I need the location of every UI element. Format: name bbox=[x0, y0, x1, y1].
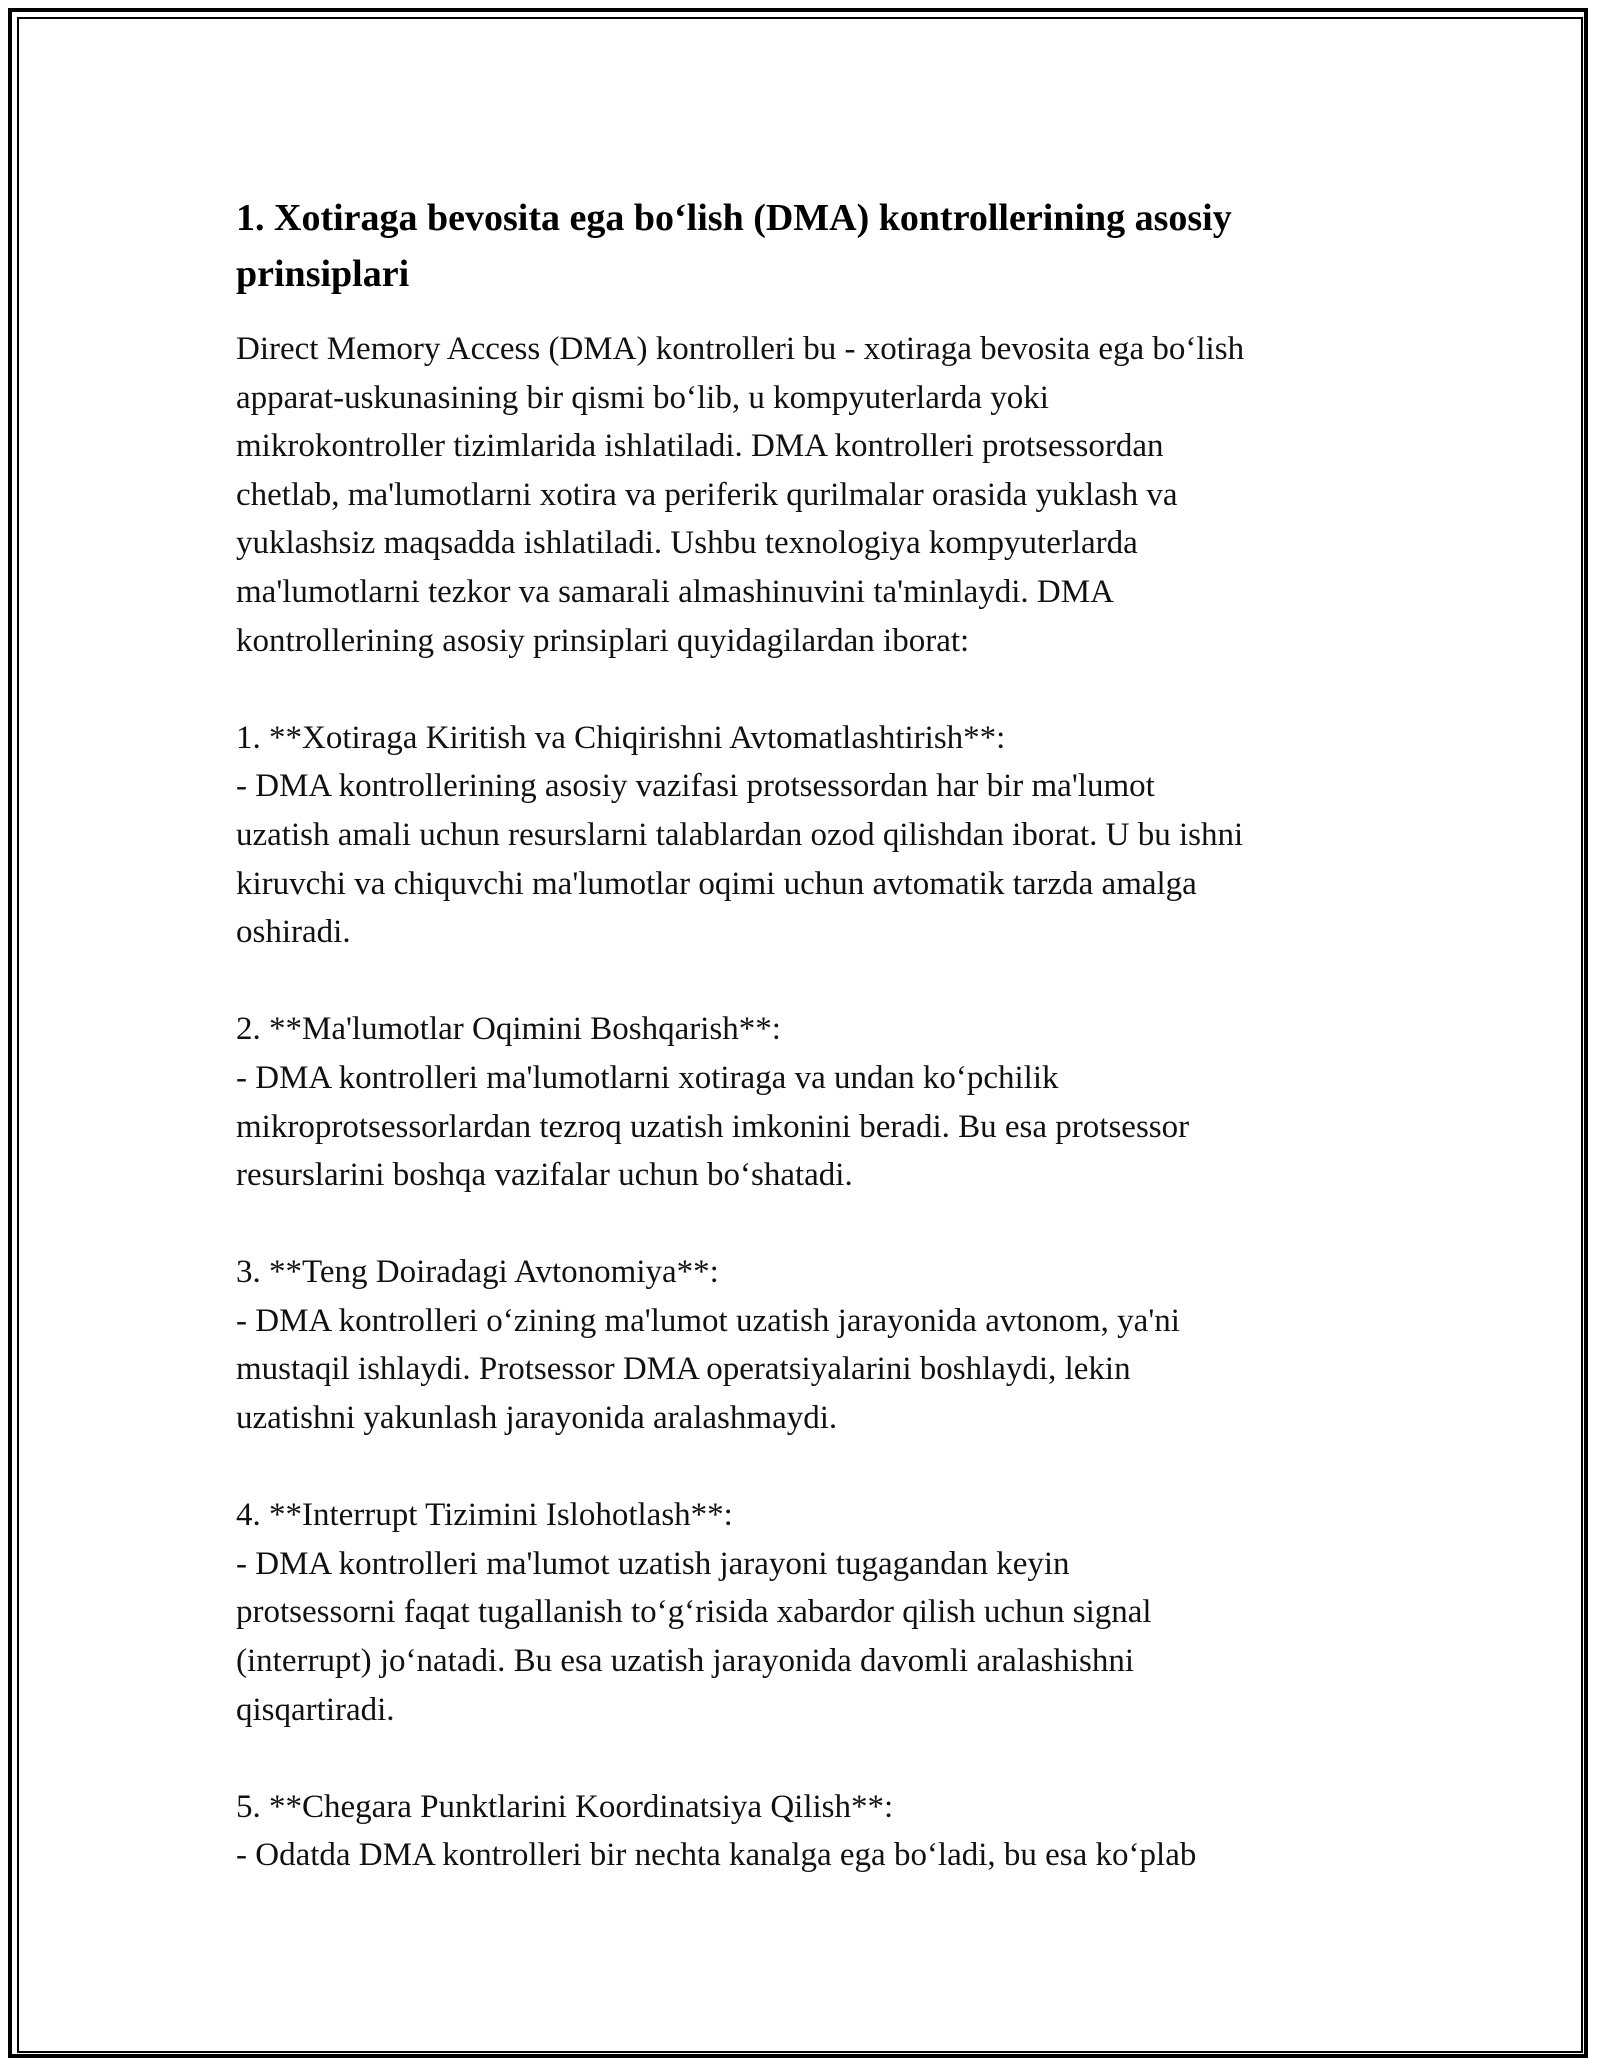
section-body: - DMA kontrolleri o‘zining ma'lumot uzatish jarayonida avtonom, ya'ni mustaqil ishlaydi. Protsessor DMA operatsiyalarini boshlaydi, lekin uzatishni yakunlash jarayonida aralashmaydi. bbox=[236, 1302, 1180, 1437]
section-heading: 4. **Interrupt Tizimini Islohotlash**: bbox=[236, 1497, 733, 1534]
section-body: - DMA kontrollerining asosiy vazifasi protsessordan har bir ma'lumot uzatish amali uchun resurslarni talablardan ozod qilishdan iborat. U bu ishni kiruvchi va chiquvchi ma'lumotlar oqimi uchun avtomatik tarzda amalga oshiradi. bbox=[236, 768, 1244, 951]
section-5 bbox=[236, 1783, 1416, 1880]
section-body: - DMA kontrolleri ma'lumot uzatish jarayoni tugagandan keyin protsessorni faqat tugallanish to‘g‘risida xabardor qilish uchun signal (interrupt) jo‘natadi. Bu esa uzatish jarayonida davomli aralashishni qisqartiradi. bbox=[236, 1545, 1152, 1728]
section-2 bbox=[236, 1005, 1416, 1199]
section-4 bbox=[236, 1491, 1416, 1734]
section-heading: 2. **Ma'lumotlar Oqimini Boshqarish**: bbox=[236, 1011, 781, 1048]
section-body: - DMA kontrolleri ma'lumotlarni xotiraga va undan ko‘pchilik mikroprotsessorlardan tezroq uzatish imkonini beradi. Bu esa protsessor resurslarini boshqa vazifalar uchun bo‘shatadi. bbox=[236, 1059, 1190, 1194]
section-heading: 5. **Chegara Punktlarini Koordinatsiya Qilish**: bbox=[236, 1788, 894, 1825]
intro-paragraph: Direct Memory Access (DMA) kontrolleri bu - xotiraga bevosita ega bo‘lish apparat-uskunasining bir qismi bo‘lib, u kompyuterlarda yoki mikrokontroller tizimlarida ishlatiladi. DMA kontrolleri protsessordan chetlab, ma'lumotlarni xotira va periferik qurilmalar orasida yuklash va yuklashsiz maqsadda ishlatiladi. Ushbu texnologiya kompyuterlarda ma'lumotlarni tezkor va samarali almashinuvini ta'minlaydi. DMA kontrollerining asosiy prinsiplari quyidagilardan iborat: bbox=[236, 331, 1245, 659]
document-content bbox=[236, 190, 1416, 1880]
section-3 bbox=[236, 1248, 1416, 1442]
document-title: 1. Xotiraga bevosita ega bo‘lish (DMA) kontrollerining asosiy prinsiplari bbox=[236, 197, 1232, 295]
section-heading: 3. **Teng Doiradagi Avtonomiya**: bbox=[236, 1254, 719, 1291]
section-body: - Odatda DMA kontrolleri bir nechta kanalga ega bo‘ladi, bu esa ko‘plab bbox=[236, 1837, 1197, 1874]
section-heading: 1. **Xotiraga Kiritish va Chiqirishni Avtomatlashtirish**: bbox=[236, 719, 1006, 756]
section-1 bbox=[236, 714, 1416, 957]
